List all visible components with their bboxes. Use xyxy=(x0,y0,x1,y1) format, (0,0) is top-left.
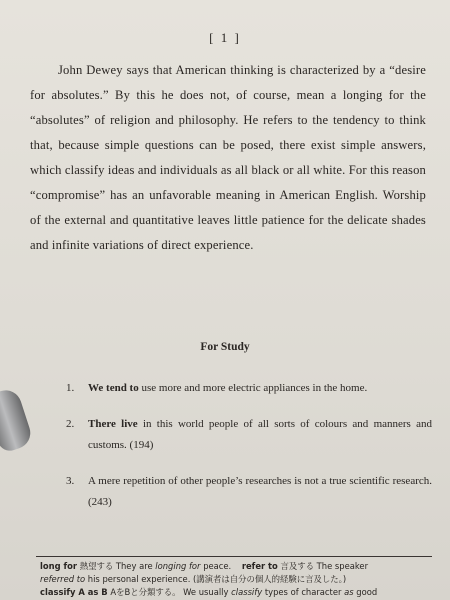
study-item-emphasis: We tend to xyxy=(88,382,139,394)
footnote-example: types of character xyxy=(264,587,342,597)
footnote-example: They are xyxy=(115,561,153,571)
footnote-example: good xyxy=(356,587,378,597)
footnote-example: peace. xyxy=(203,561,232,571)
metal-clip xyxy=(0,386,34,454)
footnote-line-3 xyxy=(40,586,440,599)
footnote-example: We usually xyxy=(183,587,229,597)
footnote-term: refer to xyxy=(241,561,278,571)
page-marker: [ 1 ] xyxy=(209,30,241,45)
footnote-example: The speaker xyxy=(316,561,369,571)
study-heading: For Study xyxy=(200,341,250,353)
footnote-term: classify A as B xyxy=(40,587,108,597)
study-item-text: A mere repetition of other people’s researches is not a true scientific research. (243) xyxy=(88,475,432,508)
study-item-3 xyxy=(66,471,432,513)
footnote-example-emphasis: referred to xyxy=(40,574,86,584)
study-item-2 xyxy=(66,414,432,456)
footnote-example-emphasis: classify xyxy=(231,587,263,597)
footnote-gloss: 熱望する xyxy=(79,561,114,571)
study-item-text: in this world people of all sorts of colours and manners and customs. (194) xyxy=(88,418,432,451)
study-item-text: use more and more electric appliances in the home. xyxy=(138,382,368,394)
study-item-1 xyxy=(66,378,432,399)
study-item-number: 1. xyxy=(66,382,75,394)
footnote-gloss: 言及する xyxy=(280,561,314,571)
main-passage xyxy=(30,58,426,258)
footnote-term: long for xyxy=(40,561,78,571)
footnote-line-1 xyxy=(40,560,440,573)
footnote-gloss: AをBと分類する。 xyxy=(110,587,181,597)
study-item-emphasis: There live xyxy=(88,418,138,430)
study-item-number: 3. xyxy=(66,475,75,487)
footnote-example: his personal experience. (講演者は自分の個人的経験に言及した。) xyxy=(87,574,347,584)
footnote-example-emphasis: as xyxy=(344,587,354,597)
footnote-line-2 xyxy=(40,573,440,586)
study-list xyxy=(66,378,432,528)
study-item-number: 2. xyxy=(66,418,75,430)
footnotes xyxy=(40,560,440,599)
footnote-divider xyxy=(36,556,432,557)
passage-paragraph: John Dewey says that American thinking is characterized by a “desire for absolutes.” By this he does not, of course, mean a longing for the “absolutes” of religion and philosophy. He refers to the tendency to think that, because simple questions can be posed, there exist simple answers, which classify ideas and individuals as all black or all white. For this reason “compromise” has an unfavorable meaning in American English. Worship of the external and quantitative leaves little patience for the delicate shades and infinite variations of direct experience. xyxy=(30,63,426,252)
footnote-example-emphasis: longing for xyxy=(155,561,201,571)
